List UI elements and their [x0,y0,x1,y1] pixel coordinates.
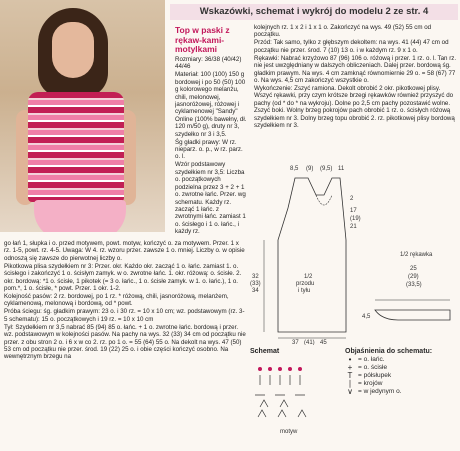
sleeve-dim: (29) [408,274,419,280]
chart-row [258,367,302,371]
dim-label: (33) [250,281,261,287]
right-column [254,24,457,160]
pattern-title: Top w paski z rękaw-kami-motylkami [175,25,230,54]
dim-label: (19) [350,216,361,222]
intro-paragraph: Materiał: 100 (100) 150 g bordowej i po 50 (50) 100 g kolorowego melanżu, chili, melonowej, jasnoróżowej, różowej i cyklamenowej "Sandy" Online (100% bawełny, dł. 120 m/50 g), druty nr 3, szydełko nr 3 i 3,5. [175,71,247,138]
dim-label: (9,5) [320,166,333,172]
sleeve-dim: 25 [410,266,417,272]
model-photo [0,0,165,232]
page-banner: Wskazówki, schemat i wykrój do modelu 2 ze str. 4 [170,4,458,20]
dim-label: 11 [338,166,345,172]
striped-top [28,92,124,202]
legend-text: = w jedynym o. [358,388,402,395]
legend-item [345,388,457,396]
pink-skirt [34,200,126,232]
dim-label: (9) [306,166,314,172]
dim-label: (41) [304,340,315,345]
sleeve-dim: (33,5) [406,282,422,288]
dim-label: 17 [350,208,357,214]
legend-item [345,372,457,380]
stitch-symbol-icon: ∣ [348,379,352,388]
stitch-symbol-icon: ∨ [347,387,353,396]
dim-label: 45 [320,340,327,345]
legend-item [345,364,457,372]
chart-stitches [255,375,306,417]
intro-paragraph: Śg gładki prawy: W rz. nieparz. o. p., w rz. parz. o. l. [175,138,243,161]
legend-text: = krojów [358,380,383,387]
stitch-symbol-icon: • [348,355,352,364]
model-face [52,22,94,78]
legend-item [345,380,457,388]
intro-column [175,56,247,256]
intro-paragraph: Rozmiary: 36/38 (40/42) 44/46 [175,56,242,71]
body-paragraph: Tył: Szydełkiem nr 3,5 nabrać 85 (94) 85 o. łańc. + 1 o. zwrotne łańc. bordową i przer. wz. podstawowym w kolejności pasów. Na pachy na wys. 32 (33) 34 cm od początku nie przer. z obu stron 2 o. i 6 x w co 2. rz. po 1 o. = 55 (64) 55 o. Na dekolt na wys. 47 (50) 53 cm od początku nie przer. środ. 19 (22) 25 o. i obie części kończyć osobno. Na wewnętrznym brzegu na [4,323,246,361]
right-paragraph: Wykończenie: Zszyć ramiona. Dekolt obrobić 2 okr. pikotkowej plisy. Wszyć rękawki, przy czym krótsze brzegi rękawków również przyszyć do pachy (od * do * na wykroju). Dolne po 2,5 cm pachy pozostawić wolne. Zszyć boki. Wolny brzeg pokrojów pach obrobić 1 rz. o. ścisłych różową szydełkiem nr 3. Dolny brzeg topu obrobić 2. rz. pikotkowej plisy bordową szydełkiem nr 3. [254,85,455,130]
dim-label: 2 [350,196,354,202]
stitch-symbol-icon: T [347,371,353,380]
body-paragraph: go łań 1, słupka i o. przed motywem, powt. motyw, kończyć o. za motywem. Przer. 1 x rz. 1-5, powt. rz. 4-5. Uwaga: W 4. rz. wzoru przer. zawsze 1 o. mniej. Liczby o. w opisie odnoszą się zawsze do pierwotnej liczby o. [4,240,245,262]
schemat-caption: motyw [280,429,298,435]
dim-label: 34 [252,288,259,294]
dim-label: 8,5 [290,166,299,172]
legend [345,348,457,448]
right-paragraph: kolejnych rz. 1 x 2 i 1 x 1 o. Zakończyć na wys. 49 (52) 55 cm od początku. [254,24,432,39]
sleeve-dim: 4,5 [362,314,371,320]
legend-title: Objaśnienia do schematu: [345,348,433,355]
stitch-chart [250,348,345,448]
intro-paragraph: Wzór podstawowy szydełkiem nr 3,5: Liczba o. początkowych podzielna przez 3 + 2 + 1 o. zwrotne łańc. Przer. wg schematu. Każdy rz. zacząć 1 łańc. z zwrotnymi łańc. zamiast 1 o. ścisłego i 1 o. łańc., i każdy rz. [175,161,246,236]
right-paragraph: Przód: Tak samo, tylko z głębszym dekoltem: na wys. 41 (44) 47 cm od początku nie przer. środ. 7 (10) 13 o. i w każdym rz. 9 x 1 o. [254,39,449,54]
stitch-chart-graphic [250,355,345,437]
dim-label: 32 [252,274,259,280]
front-piece-outline [278,178,346,332]
body-paragraph: Pikotkowa plisa szydełkiem nr 3: Przer. okr. Każdo okr. zacząć 1 o. łańc. zamiast 1. o. ścisłego i zakończyć 1 o. ścisłym zamyk. w o. zwrotne łańc. 1. okr. różową: o. ścisłe. 2. okr. bordową: *1 o. ścisłe, 1 pikotek (= 3 o. łańc., 1 o. ścisłe zamyk. w 1. o. łańc.), 1 o. pom.*, 1 o. ścisłe, * powt. Przer. 1 okr. 1-2. [4,262,242,293]
sleeve-outline [375,310,450,320]
dim-label: 21 [350,224,357,230]
stitch-symbol-icon: + [347,363,353,372]
body-paragraph: Próba ściegu: śg. gładkim prawym: 23 o. i 30 rz. = 10 x 10 cm; wz. podstawowym (rz. 3-5 schematu): 15 o. początkowych i 19 rz. = 10 x 10 cm [4,308,245,323]
legend-item [345,356,457,364]
body-paragraph: Kolejność pasów: 2 rz. bordowej, po 1 rz. * różową, chili, jasnoróżową, melanżem, cyklamenową, melonową i bordową, od * powt. [4,293,229,308]
legend-text: = o. ścisłe [358,364,388,371]
front-label: 1/2 przodu i tyłu [296,274,315,294]
schemat-title: Schemat [250,348,280,355]
pattern-diagram [250,160,458,345]
neckline-curve [316,195,332,205]
body-column [4,240,247,450]
dim-label: 37 [292,340,299,345]
sleeve-label: 1/2 rękawka [400,252,433,258]
legend-text: = o. łańc. [358,356,385,363]
legend-text: = półsłupek [358,372,392,379]
right-paragraph: Rękawki: Nabrać krzyżowo 87 (96) 106 o. różową i przer. 1 rz. o. l. Tan rz. nie jest uwzględniany w dalszych obliczeniach. Dalej przer. bordową śg. gładkim prawym. Na wys. 4 cm zamknąć równomiernie 29 o. = 58 (67) 77 o. Na wys. 4,5 cm zakończyć wszystkie o. [254,54,457,85]
